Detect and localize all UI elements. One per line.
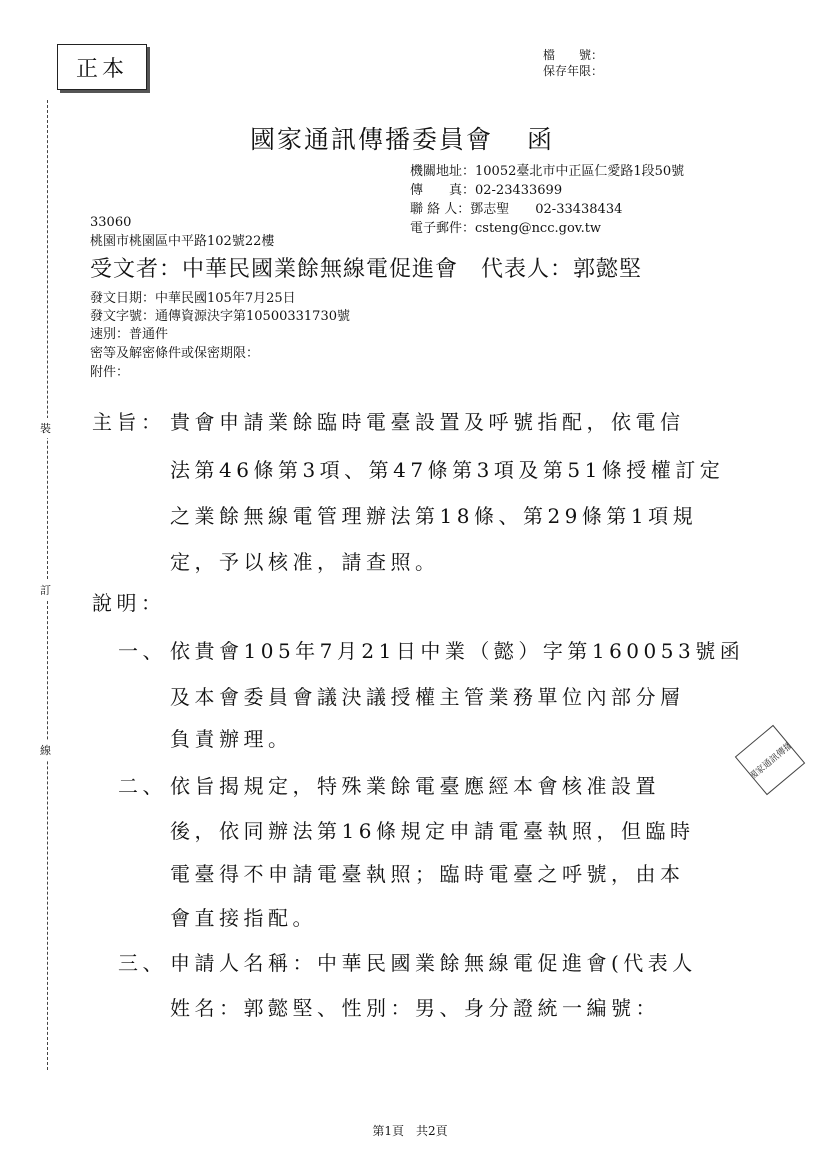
item-2-number: 二、 xyxy=(118,774,167,798)
document-type: 函 xyxy=(527,125,555,154)
explanation-label: 說明： xyxy=(92,591,166,615)
document-title xyxy=(250,120,554,156)
original-copy-stamp: 正本 xyxy=(57,44,147,90)
retention-period-label: 保存年限： xyxy=(543,64,604,78)
recipient-address: 桃園市桃園區中平路102號22樓 xyxy=(90,234,275,249)
classification-field: 密等及解密條件或保密期限： xyxy=(90,346,260,361)
sender-fax: 傳 真：02-23433699 xyxy=(410,183,563,198)
issuing-organization: 國家通訊傳播委員會 xyxy=(250,125,494,154)
binding-mark-top: 裝 xyxy=(40,418,51,438)
item-3-number: 三、 xyxy=(118,951,167,975)
subject-label: 主旨： xyxy=(92,410,166,434)
agency-seal: 國家通訊傳播 xyxy=(735,725,805,795)
item-3-line-1: 申請人名稱：中華民國業餘無線電促進會(代表人 xyxy=(170,951,697,975)
file-number-label: 檔 號： xyxy=(543,48,604,62)
binding-mark-bottom: 線 xyxy=(40,740,51,760)
sender-contact: 聯 絡 人：鄧志聖 02-33438434 xyxy=(410,202,623,217)
item-1-number: 一、 xyxy=(118,639,167,663)
page-number: 第1頁 共2頁 xyxy=(372,1124,448,1138)
item-1-line-3: 負責辦理。 xyxy=(170,727,293,751)
item-2-line-4: 會直接指配。 xyxy=(170,906,317,930)
item-3-line-2: 姓名：郭懿堅、性別：男、身分證統一編號： xyxy=(170,996,660,1020)
delivery-speed: 速別：普通件 xyxy=(90,327,169,342)
subject-line-1: 貴會申請業餘臨時電臺設置及呼號指配，依電信 xyxy=(170,410,685,434)
item-2-line-2: 後，依同辦法第16條規定申請電臺執照，但臨時 xyxy=(170,819,695,843)
sender-email: 電子郵件：csteng@ncc.gov.tw xyxy=(410,221,602,236)
recipient-postal-code: 33060 xyxy=(90,215,132,230)
item-1-line-1: 依貴會105年7月21日中業（懿）字第160053號函 xyxy=(170,639,745,663)
issue-date: 發文日期：中華民國105年7月25日 xyxy=(90,291,296,306)
binding-mark-middle: 訂 xyxy=(40,580,51,600)
item-2-line-1: 依旨揭規定，特殊業餘電臺應經本會核准設置 xyxy=(170,774,660,798)
document-number: 發文字號：通傳資源決字第10500331730號 xyxy=(90,309,350,324)
subject-line-2: 法第46條第3項、第47條第3項及第51條授權訂定 xyxy=(170,458,725,482)
attachment-field: 附件： xyxy=(90,365,130,380)
recipient-line: 受文者：中華民國業餘無線電促進會 代表人：郭懿堅 xyxy=(90,257,643,282)
sender-address: 機關地址：10052臺北市中正區仁愛路1段50號 xyxy=(410,164,685,179)
subject-line-3: 之業餘無線電管理辦法第18條、第29條第1項規 xyxy=(170,504,698,528)
item-2-line-3: 電臺得不申請電臺執照；臨時電臺之呼號，由本 xyxy=(170,862,685,886)
item-1-line-2: 及本會委員會議決議授權主管業務單位內部分層 xyxy=(170,685,685,709)
subject-line-4: 定，予以核准，請查照。 xyxy=(170,550,440,574)
